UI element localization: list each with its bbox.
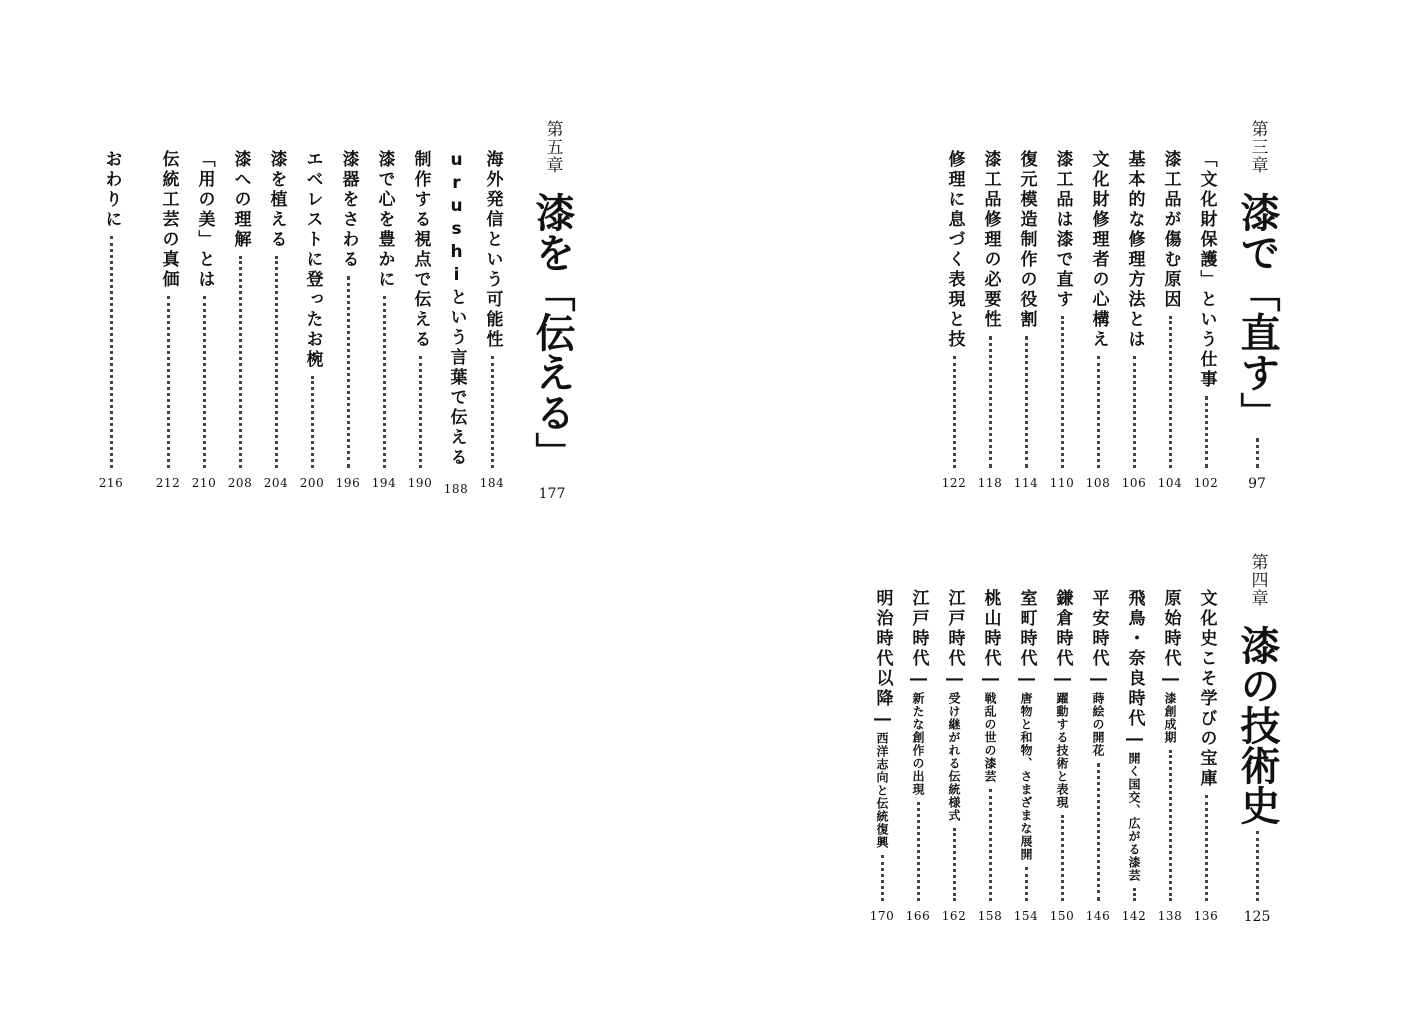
entry-subtitle: 西洋志向と伝統復興 — [875, 732, 889, 849]
page-number: 122 — [941, 476, 967, 490]
page-number: 177 — [538, 486, 566, 502]
entry-title: 江戸時代― — [944, 589, 965, 692]
entry-title: urushiという言葉で伝える — [446, 150, 467, 468]
leader-dots — [989, 789, 992, 901]
toc-chapter-4 — [860, 553, 1295, 925]
chapter-number: 第四章 — [1247, 553, 1268, 607]
page-number: 162 — [941, 909, 967, 923]
page-number: 125 — [1243, 909, 1271, 925]
page-number: 106 — [1121, 476, 1147, 490]
page-number: 146 — [1085, 909, 1111, 923]
entry-subtitle: 唐物と和物、さまざまな展開 — [1019, 692, 1033, 861]
leader-dots — [917, 802, 920, 901]
toc-entry[interactable] — [1119, 589, 1149, 923]
leader-dots — [383, 296, 386, 468]
chapter-title: 漆で「直す」 — [1234, 192, 1281, 432]
entry-title: 江戸時代― — [908, 589, 929, 692]
page-number: 118 — [977, 476, 1003, 490]
page-number: 190 — [407, 476, 433, 490]
entry-title: おわりに — [101, 150, 122, 230]
toc-entry[interactable] — [1191, 150, 1221, 490]
toc-entry[interactable] — [333, 150, 363, 490]
toc-entry[interactable] — [189, 150, 219, 490]
toc-entry[interactable] — [261, 150, 291, 490]
toc-entry[interactable] — [96, 150, 126, 490]
page-number: 188 — [443, 482, 469, 496]
chapter-title: 漆を「伝える」 — [529, 192, 576, 472]
leader-dots — [1256, 438, 1259, 468]
leader-dots — [953, 356, 956, 468]
entry-title: 制作する視点で伝える — [410, 150, 431, 350]
entry-title: 桃山時代― — [980, 589, 1001, 692]
toc-entry[interactable] — [477, 150, 507, 490]
entry-title: 基本的な修理方法とは — [1124, 150, 1145, 350]
toc-entry[interactable] — [939, 589, 969, 923]
toc-entry[interactable] — [153, 150, 183, 490]
leader-dots — [1097, 356, 1100, 468]
leader-dots — [1061, 316, 1064, 468]
toc-entry[interactable] — [1083, 150, 1113, 490]
entry-title: 修理に息づく表現と技 — [944, 150, 965, 350]
chapter-heading[interactable] — [527, 120, 577, 502]
leader-dots — [1061, 815, 1064, 901]
page-number: 210 — [191, 476, 217, 490]
entry-subtitle: 漆創成期 — [1163, 692, 1177, 744]
page-number: 108 — [1085, 476, 1111, 490]
leader-dots — [1256, 831, 1259, 901]
toc-entry[interactable] — [975, 589, 1005, 923]
toc-entry[interactable] — [441, 150, 471, 496]
leader-dots — [419, 356, 422, 468]
page-number: 154 — [1013, 909, 1039, 923]
leader-dots — [1169, 316, 1172, 468]
leader-dots — [275, 256, 278, 468]
entry-subtitle: 蒔絵の開花 — [1091, 692, 1105, 757]
page-number: 200 — [299, 476, 325, 490]
entry-title: 「用の美」とは — [194, 150, 215, 290]
page-number: 204 — [263, 476, 289, 490]
toc-chapter-5 — [90, 120, 580, 502]
leader-dots — [881, 855, 884, 901]
toc-entry[interactable] — [405, 150, 435, 490]
leader-dots — [311, 376, 314, 468]
leader-dots — [203, 296, 206, 468]
page-number: 114 — [1013, 476, 1039, 490]
toc-entry[interactable] — [939, 150, 969, 490]
entry-title: 室町時代― — [1016, 589, 1037, 692]
entry-title: 漆工品が傷む原因 — [1160, 150, 1181, 310]
chapter-number: 第五章 — [542, 120, 563, 174]
entry-title: 鎌倉時代― — [1052, 589, 1073, 692]
page-number: 110 — [1049, 476, 1075, 490]
entry-title: 伝統工芸の真価 — [158, 150, 179, 290]
chapter-heading[interactable] — [1232, 120, 1282, 492]
page-number: 212 — [155, 476, 181, 490]
entry-title: 平安時代― — [1088, 589, 1109, 692]
leader-dots — [110, 236, 113, 468]
toc-entry[interactable] — [1047, 589, 1077, 923]
page-number: 158 — [977, 909, 1003, 923]
leader-dots — [1133, 888, 1136, 901]
leader-dots — [1205, 795, 1208, 901]
leader-dots — [1133, 356, 1136, 468]
entry-subtitle: 開く国交、広がる漆芸 — [1127, 752, 1141, 882]
entry-title: 文化史こそ学びの宝庫 — [1196, 589, 1217, 789]
entry-subtitle: 躍動する技術と表現 — [1055, 692, 1069, 809]
leader-dots — [1205, 396, 1208, 468]
page-number: 136 — [1193, 909, 1219, 923]
entry-title: 海外発信という可能性 — [482, 150, 503, 350]
toc-entry[interactable] — [975, 150, 1005, 490]
page-number: 184 — [479, 476, 505, 490]
toc-entry[interactable] — [1011, 589, 1041, 923]
entry-title: 文化財修理者の心構え — [1088, 150, 1109, 350]
entry-title: 漆工品修理の必要性 — [980, 150, 1001, 330]
entry-title: 漆で心を豊かに — [374, 150, 395, 290]
chapter-title: 漆の技術史 — [1234, 625, 1281, 825]
page-number: 104 — [1157, 476, 1183, 490]
page-number: 102 — [1193, 476, 1219, 490]
page-number: 142 — [1121, 909, 1147, 923]
toc-chapter-3 — [935, 120, 1295, 492]
leader-dots — [347, 276, 350, 468]
toc-entry[interactable] — [369, 150, 399, 490]
toc-entry[interactable] — [867, 589, 897, 923]
toc-entry[interactable] — [1191, 589, 1221, 923]
toc-entry[interactable] — [297, 150, 327, 490]
leader-dots — [167, 296, 170, 468]
entry-title: 明治時代以降― — [872, 589, 893, 732]
page-number: 150 — [1049, 909, 1075, 923]
leader-dots — [1025, 867, 1028, 901]
page-number: 208 — [227, 476, 253, 490]
entry-subtitle: 受け継がれる伝統様式 — [947, 692, 961, 822]
toc-entry[interactable] — [225, 150, 255, 490]
leader-dots — [989, 336, 992, 468]
toc-entry[interactable] — [903, 589, 933, 923]
leader-dots — [953, 828, 956, 901]
leader-dots — [491, 356, 494, 468]
leader-dots — [1169, 750, 1172, 901]
entry-title: 漆工品は漆で直す — [1052, 150, 1073, 310]
entry-title: 「文化財保護」という仕事 — [1196, 150, 1217, 390]
leader-dots — [1097, 763, 1100, 901]
toc-entry[interactable] — [1119, 150, 1149, 490]
leader-dots — [1025, 336, 1028, 468]
entry-title: 原始時代― — [1160, 589, 1181, 692]
entry-subtitle: 戦乱の世の漆芸 — [983, 692, 997, 783]
page-number: 170 — [869, 909, 895, 923]
entry-title: 漆への理解 — [230, 150, 251, 250]
entry-subtitle: 新たな創作の出現 — [911, 692, 925, 796]
page-number: 166 — [905, 909, 931, 923]
chapter-heading[interactable] — [1232, 553, 1282, 925]
page-number: 196 — [335, 476, 361, 490]
page-number: 216 — [98, 476, 124, 490]
entry-title: エベレストに登ったお椀 — [302, 150, 323, 370]
toc-entry[interactable] — [1047, 150, 1077, 490]
entry-title: 飛鳥・奈良時代― — [1124, 589, 1145, 752]
chapter-number: 第三章 — [1247, 120, 1268, 174]
entry-title: 復元模造制作の役割 — [1016, 150, 1037, 330]
entry-title: 漆を植える — [266, 150, 287, 250]
toc-entry[interactable] — [1155, 150, 1185, 490]
page-number: 194 — [371, 476, 397, 490]
toc-entry[interactable] — [1083, 589, 1113, 923]
toc-entry[interactable] — [1155, 589, 1185, 923]
toc-entry[interactable] — [1011, 150, 1041, 490]
leader-dots — [239, 256, 242, 468]
page-number: 138 — [1157, 909, 1183, 923]
entry-title: 漆器をさわる — [338, 150, 359, 270]
page-number: 97 — [1248, 476, 1266, 492]
